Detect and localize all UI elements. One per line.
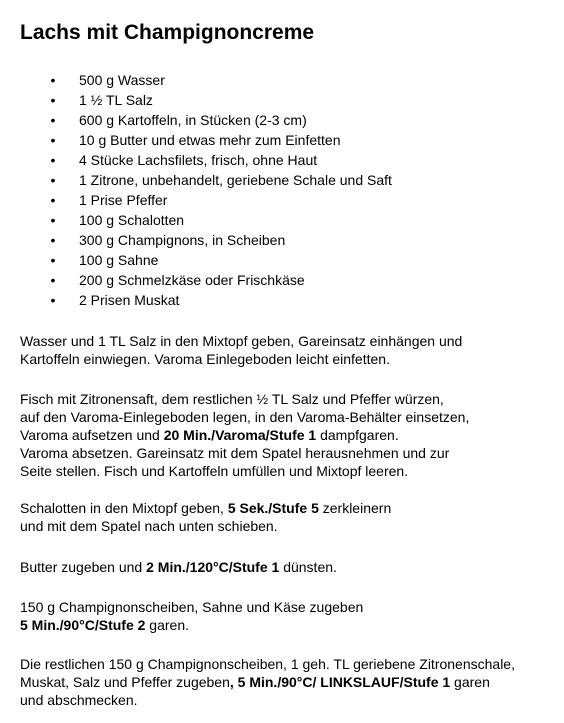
step-setting: 20 Min./Varoma/Stufe 1 bbox=[163, 427, 317, 443]
ingredient-item bbox=[0, 130, 392, 150]
step-paragraph bbox=[20, 499, 391, 535]
bullet-icon: • bbox=[50, 172, 56, 188]
ingredient-item bbox=[0, 230, 392, 250]
bullet-icon: • bbox=[50, 232, 56, 248]
ingredient-item bbox=[0, 210, 392, 230]
step-paragraph bbox=[20, 558, 337, 576]
ingredient-text: 600 g Kartoffeln, in Stücken (2-3 cm) bbox=[79, 112, 307, 128]
step-line: Seite stellen. Fisch und Kartoffeln umfüllen und Mixtopf leeren. bbox=[20, 463, 409, 479]
step-paragraph bbox=[20, 390, 469, 480]
ingredient-item bbox=[0, 270, 392, 290]
step-line: Kartoffeln einwiegen. Varoma Einlegeboden leicht einfetten. bbox=[20, 351, 390, 367]
bullet-icon: • bbox=[50, 252, 56, 268]
step-line: Butter zugeben und bbox=[20, 559, 147, 575]
bullet-icon: • bbox=[50, 192, 56, 208]
step-line: und mit dem Spatel nach unten schieben. bbox=[20, 518, 278, 534]
ingredient-text: 1 ½ TL Salz bbox=[79, 92, 153, 108]
bullet-icon: • bbox=[50, 292, 56, 308]
step-line: dünsten. bbox=[279, 559, 337, 575]
ingredient-item bbox=[0, 290, 392, 310]
ingredient-text: 10 g Butter und etwas mehr zum Einfetten bbox=[79, 132, 341, 148]
step-paragraph bbox=[20, 598, 363, 634]
ingredient-text: 200 g Schmelzkäse oder Frischkäse bbox=[79, 272, 305, 288]
step-line: Varoma aufsetzen und bbox=[20, 427, 164, 443]
step-line: und abschmecken. bbox=[20, 692, 138, 708]
ingredient-text: 1 Prise Pfeffer bbox=[79, 192, 168, 208]
step-line: Die restlichen 150 g Champignonscheiben, 1 geh. TL geriebene Zitronenschale, bbox=[20, 656, 515, 672]
step-setting: 5 Min./90°C/Stufe 2 bbox=[20, 617, 146, 633]
step-line: 150 g Champignonscheiben, Sahne und Käse zugeben bbox=[20, 599, 364, 615]
ingredient-item bbox=[0, 70, 392, 90]
step-setting: 2 Min./120°C/Stufe 1 bbox=[146, 559, 280, 575]
step-line: auf den Varoma-Einlegeboden legen, in den Varoma-Behälter einsetzen, bbox=[20, 409, 470, 425]
step-setting: , 5 Min./90°C/ LINKSLAUF/Stufe 1 bbox=[229, 674, 451, 690]
bullet-icon: • bbox=[50, 112, 56, 128]
ingredient-text: 500 g Wasser bbox=[79, 72, 165, 88]
step-line: dampfgaren. bbox=[316, 427, 399, 443]
ingredient-item bbox=[0, 110, 392, 130]
ingredient-item bbox=[0, 170, 392, 190]
ingredient-text: 4 Stücke Lachsfilets, frisch, ohne Haut bbox=[79, 152, 318, 168]
recipe-title: Lachs mit Champignoncreme bbox=[20, 21, 315, 44]
ingredient-item bbox=[0, 250, 392, 270]
bullet-icon: • bbox=[50, 212, 56, 228]
step-line: garen. bbox=[145, 617, 189, 633]
step-line: Schalotten in den Mixtopf geben, bbox=[20, 500, 228, 516]
ingredient-list bbox=[0, 70, 392, 310]
ingredient-item bbox=[0, 150, 392, 170]
ingredient-item bbox=[0, 190, 392, 210]
bullet-icon: • bbox=[50, 92, 56, 108]
bullet-icon: • bbox=[50, 72, 56, 88]
ingredient-text: 1 Zitrone, unbehandelt, geriebene Schale und Saft bbox=[79, 172, 392, 188]
ingredient-text: 100 g Sahne bbox=[79, 252, 159, 268]
step-line: Varoma absetzen. Gareinsatz mit dem Spatel herausnehmen und zur bbox=[20, 445, 450, 461]
step-line: garen bbox=[450, 674, 490, 690]
step-line: Fisch mit Zitronensaft, dem restlichen ½ TL Salz und Pfeffer würzen, bbox=[20, 391, 444, 407]
step-paragraph bbox=[20, 332, 462, 368]
ingredient-text: 2 Prisen Muskat bbox=[79, 292, 180, 308]
bullet-icon: • bbox=[50, 152, 56, 168]
step-setting: 5 Sek./Stufe 5 bbox=[227, 500, 319, 516]
ingredient-text: 300 g Champignons, in Scheiben bbox=[79, 232, 286, 248]
ingredient-item bbox=[0, 90, 392, 110]
bullet-icon: • bbox=[50, 132, 56, 148]
step-paragraph bbox=[20, 655, 515, 709]
step-line: Muskat, Salz und Pfeffer zugeben bbox=[20, 674, 230, 690]
ingredient-text: 100 g Schalotten bbox=[79, 212, 185, 228]
step-line: Wasser und 1 TL Salz in den Mixtopf geben, Gareinsatz einhängen und bbox=[20, 333, 463, 349]
bullet-icon: • bbox=[50, 272, 56, 288]
step-line: zerkleinern bbox=[318, 500, 392, 516]
